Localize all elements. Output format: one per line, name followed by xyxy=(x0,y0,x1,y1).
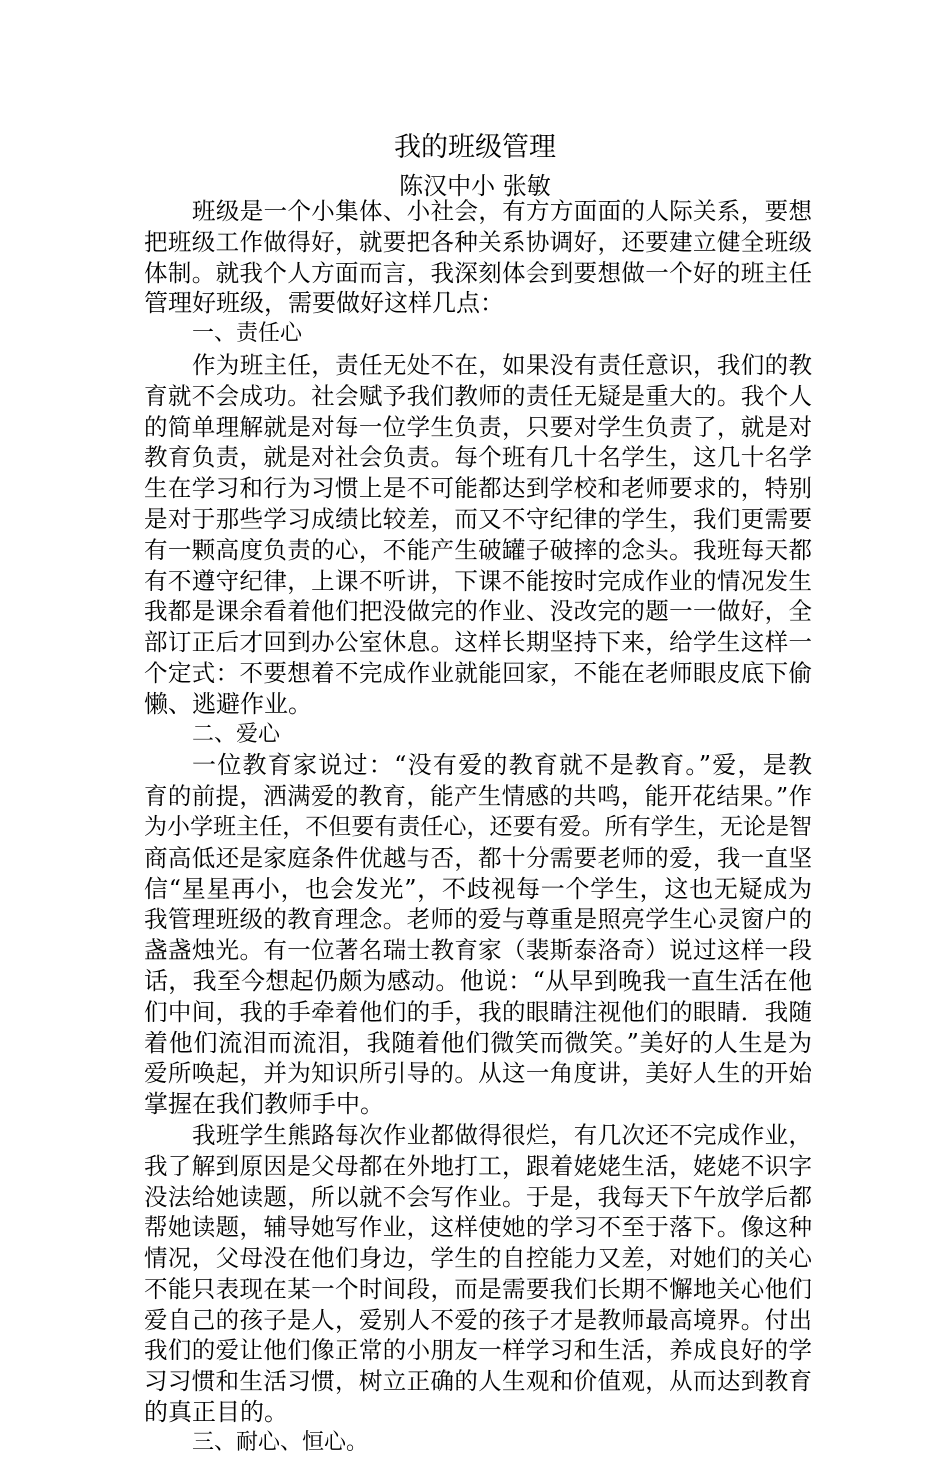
paragraph-line: 信“星星再小，也会发光”，不歧视每一个学生，这也无疑成为 xyxy=(144,874,812,903)
paragraph-line: 爱所唤起，并为知识所引导的。从这一角度讲，美好人生的开始 xyxy=(144,1059,812,1088)
paragraph-line: 作为班主任，责任无处不在，如果没有责任意识，我们的教 xyxy=(192,350,812,379)
paragraph-line: 为小学班主任，不但要有责任心，还要有爱。所有学生，无论是智 xyxy=(144,813,812,840)
paragraph-line: 有不遵守纪律，上课不听讲，下课不能按时完成作业的情况发生 xyxy=(144,566,812,595)
document-title: 我的班级管理 xyxy=(394,132,556,163)
paragraph-line: 我管理班级的教育理念。老师的爱与尊重是照亮学生心灵窗户的 xyxy=(144,905,812,934)
section-heading: 二、爱心 xyxy=(192,721,281,747)
paragraph-line: 们中间，我的手牵着他们的手，我的眼睛注视他们的眼睛．我随 xyxy=(144,997,812,1026)
paragraph-line: 是对于那些学习成绩比较差，而又不守纪律的学生，我们更需要 xyxy=(144,504,812,533)
paragraph-line: 我们的爱让他们像正常的小朋友一样学习和生活，养成良好的学 xyxy=(144,1336,812,1365)
paragraph-line: 班级是一个小集体、小社会，有方方面面的人际关系，要想 xyxy=(192,197,812,225)
paragraph-line: 懒、逃避作业。 xyxy=(144,689,312,718)
paragraph-line: 部订正后才回到办公室休息。这样长期坚持下来，给学生这样一 xyxy=(144,628,812,657)
paragraph-line: 情况，父母没在他们身边，学生的自控能力又差，对她们的关心 xyxy=(144,1244,812,1273)
paragraph-line: 没法给她读题，所以就不会写作业。于是，我每天下午放学后都 xyxy=(144,1182,812,1211)
paragraph-line: 我了解到原因是父母都在外地打工，跟着姥姥生活，姥姥不识字 xyxy=(144,1151,812,1180)
paragraph-line: 生在学习和行为习惯上是不可能都达到学校和老师要求的，特别 xyxy=(144,474,812,503)
paragraph-line: 爱自己的孩子是人，爱别人不爱的孩子才是教师最高境界。付出 xyxy=(144,1305,812,1334)
paragraph-line: 话，我至今想起仍颇为感动。他说：“从早到晚我一直生活在他 xyxy=(144,966,812,995)
paragraph-line: 我班学生熊路每次作业都做得很烂，有几次还不完成作业， xyxy=(192,1120,812,1149)
section-heading: 三、耐心、恒心。 xyxy=(192,1429,369,1455)
paragraph-line: 习习惯和生活习惯，树立正确的人生观和价值观，从而达到教育 xyxy=(144,1367,812,1396)
paragraph-line: 我都是课余看着他们把没做完的作业、没改完的题一一做好，全 xyxy=(144,597,812,626)
paragraph-line: 掌握在我们教师手中。 xyxy=(144,1090,384,1119)
paragraph-line: 个定式：不要想着不完成作业就能回家，不能在老师眼皮底下偷 xyxy=(144,658,812,687)
document-author: 陈汉中小 张敏 xyxy=(399,172,551,200)
paragraph-line: 把班级工作做得好，就要把各种关系协调好，还要建立健全班级 xyxy=(144,227,812,256)
paragraph-line: 体制。就我个人方面而言，我深刻体会到要想做一个好的班主任 xyxy=(144,258,812,287)
paragraph-line: 育的前提，洒满爱的教育，能产生情感的共鸣，能开花结果。”作 xyxy=(144,782,812,811)
paragraph-line: 的简单理解就是对每一位学生负责，只要对学生负责了，就是对 xyxy=(144,412,812,441)
paragraph-line: 育就不会成功。社会赋予我们教师的责任无疑是重大的。我个人 xyxy=(144,381,812,410)
document-body xyxy=(144,196,812,1459)
paragraph-line: 商高低还是家庭条件优越与否，都十分需要老师的爱，我一直坚 xyxy=(144,843,812,872)
paragraph-line: 盏盏烛光。有一位著名瑞士教育家（裴斯泰洛奇）说过这样一段 xyxy=(144,936,812,965)
section-heading: 一、责任心 xyxy=(192,321,303,347)
paragraph-line: 教育负责，就是对社会负责。每个班有几十名学生，这几十名学 xyxy=(144,443,812,472)
paragraph-line: 的真正目的。 xyxy=(144,1398,288,1427)
paragraph-line: 着他们流泪而流泪，我随着他们微笑而微笑。”美好的人生是为 xyxy=(144,1028,812,1057)
paragraph-line: 不能只表现在某一个时间段，而是需要我们长期不懈地关心他们 xyxy=(144,1274,812,1303)
paragraph-line: 帮她读题，辅导她写作业，这样使她的学习不至于落下。像这种 xyxy=(144,1213,812,1242)
paragraph-line: 管理好班级，需要做好这样几点： xyxy=(144,289,504,318)
paragraph-line: 一位教育家说过：“没有爱的教育就不是教育。”爱，是教 xyxy=(192,751,812,780)
paragraph-line: 有一颗高度负责的心，不能产生破罐子破摔的念头。我班每天都 xyxy=(144,535,812,564)
